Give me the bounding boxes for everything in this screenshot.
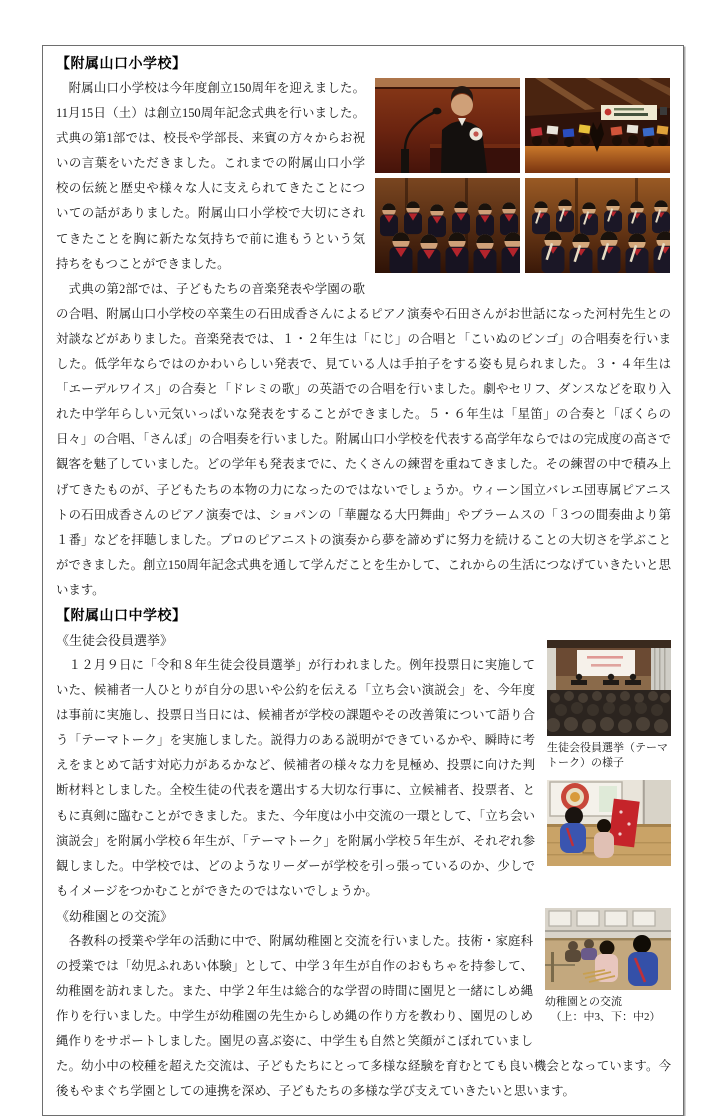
- junior-section-heading: 【附属山口中学校】: [56, 606, 187, 623]
- stage-flags-photo: [525, 78, 670, 173]
- toy-play-photo: [547, 780, 671, 866]
- kindergarten-photo-caption: [545, 995, 671, 1025]
- junior-paragraph-2: 各教科の授業や学年の活動に中で、附属幼稚園と交流を行いました。技術・家庭科の授業では「幼児ふれあい体験」として、中学３年生が自作のおもちゃを持参して、幼稚園を訪れました。また、中学２年生は総合的な学習の時間に園児と一緒にしめ縄作りを行いました。中学生が幼稚園の先生からしめ縄の作り方を教わり、園児のしめ縄作りをサポートしました。園児の喜ぶ姿に、中学生も自然と笑顔がこぼれていました。幼小中の校種を超えた交流は、子どもたちにとって多様な経験を育むとても良い機会となっています。今後もやまぐち学園としての連携を深め、子どもたちの多様な学び支えていきたいと思います。: [56, 933, 671, 1099]
- election-photo-column: [547, 640, 671, 866]
- document-border-box: [42, 45, 684, 1116]
- kindergarten-caption-line-1: 幼稚園との交流: [545, 995, 622, 1008]
- election-caption-line-1: 生徒会役員選挙（テーマ: [547, 741, 668, 754]
- junior-paragraph-1: １２月９日に「令和８年生徒会役員選挙」が行われました。例年投票日に実施していた、候補者一人ひとりが自分の思いや公約を伝える「立ち会い演説会」を、今年度は事前に実施し、投票日当日には、候補者が学校の課題やその改善策について語り合う「テーマトーク」を実施しました。説得力のある説明ができているかや、瞬時に考えをまとめて話す対応力があるかなど、候補者の様々な力を見極め、投票に向けた判断材料としました。全校生徒の代表を選出する大切な行事に、立候補者、投票者、ともに真剣に臨むことができました。また、今年度は小中交流の一環として、「立ち会い演説会」を附属小学校６年生が、「テーマトーク」を附属小学校５年生が、それぞれ参観しました。中学校では、どのようなリーダーが学校を引っ張っているのか、少しでもイメージをつかむことができたのではないでしょうか。: [56, 657, 535, 898]
- elementary-school-section: [56, 53, 671, 603]
- kindergarten-photo-column: [545, 908, 671, 1034]
- election-subheading: 《生徒会役員選挙》: [56, 632, 174, 648]
- election-assembly-photo: [547, 640, 671, 736]
- elementary-paragraph-1: 附属山口小学校は今年度創立150周年を迎えました。11月15日（土）は創立150周年記念式典を行いました。式典の第1部では、校長や学部長、来賓の方々からお祝いの言葉をいただきました。これまでの附属山口小学校の伝統と歴史や様々な人に支えられてきたことについての話がありました。附属山口小学校で大切にされてきたことを胸に新たな気持ちで前に進もうという気持ちをもつことができました。: [56, 81, 365, 271]
- junior-high-section: [56, 605, 671, 1105]
- elementary-paragraph-2: 式典の第2部では、子どもたちの音楽発表や学園の歌の合唱、附属山口小学校の卒業生の石田成香さんによるピアノ演奏や石田さんがお世話になった河村先生との対談などがありました。音楽発表では、１・２年生は「にじ」の合唱と「こいぬのビンゴ」の合唱奏を行いました。低学年ならではのかわいらしい発表で、見ている人は手拍子をする姿も見られました。３・４年生は「エーデルワイス」の合奏と「ドレミの歌」の英語での合唱を行いました。劇やセリフ、ダンスなどを取り入れた中学年らしい元気いっぱいな発表をすることができました。５・６年生は「星笛」の合奏と「ぼくらの日々」の合唱、「さんぽ」の合唱奏を行いました。附属山口小学校を代表する高学年ならではの完成度の高さで観客を魅了していました。どの学年も発表までに、たくさんの練習を重ねてきました。その練習の中で積み上げてきたものが、子どもたちの本物の力になったのではないでしょうか。ウィーン国立バレエ団専属ピアニストの石田成香さんのピアノ演奏では、ショパンの「華麗なる大円舞曲」やブラームスの「３つの間奏曲より第１番」などを拝聴しました。プロのピアニストの演奏から夢を諦めずに努力を続けることの大切さを学ぶことができました。創立150周年記念式典を通して学んだことを生かして、これからの生活につなげていきたいと思います。: [56, 281, 671, 597]
- kindergarten-subheading: 《幼稚園との交流》: [56, 908, 174, 924]
- kindergarten-caption-line-2: （上：中3、下：中2）: [545, 1010, 661, 1023]
- ceremony-photo-grid: [375, 78, 671, 273]
- principal-speech-photo: [375, 78, 520, 173]
- choir-children-photo: [375, 178, 520, 273]
- elementary-section-heading: 【附属山口小学校】: [56, 55, 187, 71]
- shimenawa-making-photo: [545, 908, 671, 990]
- election-caption-line-2: トーク）の様子: [547, 756, 624, 769]
- recorder-children-photo: [525, 178, 670, 273]
- election-photo-caption: [547, 741, 671, 771]
